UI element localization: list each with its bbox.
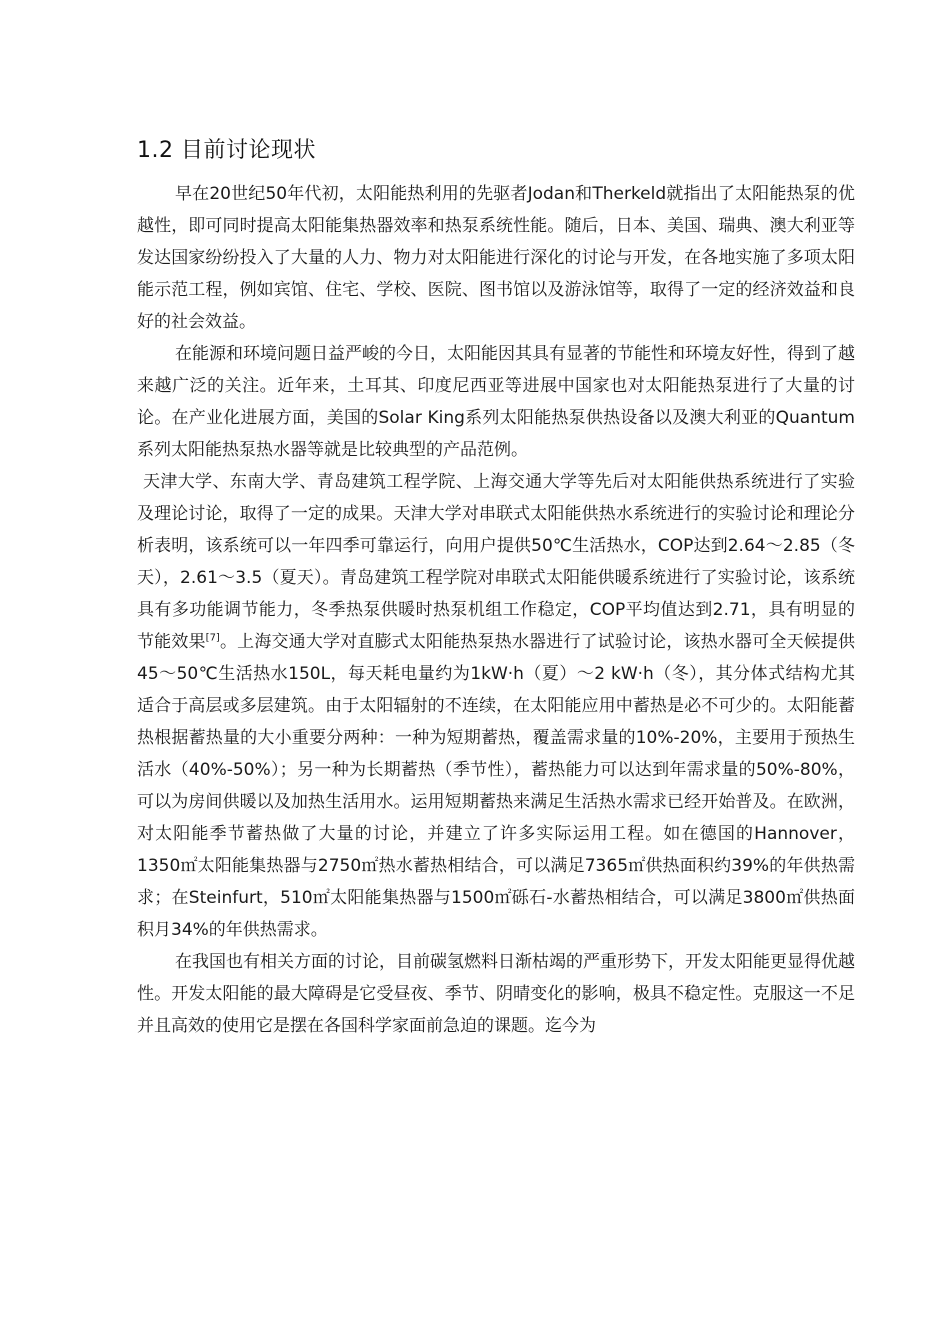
citation-reference: [7] [205,632,220,644]
body-text [137,178,855,1042]
paragraph-3-text-b: 。上海交通大学对直膨式太阳能热泵热水器进行了试验讨论，该热水器可全天候提供45～50℃生活热水150L，每天耗电量约为1kW·h（夏）～2 kW·h（冬），其分体式结构尤其适合于高层或多层建筑。由于太阳辐射的不连续，在太阳能应用中蓄热是必不可少的。太阳能蓄热根据蓄热量的大小重要分两种：一种为短期蓄热，覆盖需求量的10%-20%，主要用于预热生活水（40%-50%）；另一种为长期蓄热（季节性），蓄热能力可以达到年需求量的50%-80%，可以为房间供暖以及加热生活用水。运用短期蓄热来满足生活热水需求已经开始普及。在欧洲，对太阳能季节蓄热做了大量的讨论，并建立了许多实际运用工程。如在德国的Hannover，1350㎡太阳能集热器与2750㎡热水蓄热相结合，可以满足7365㎡供热面积约39%的年供热需求；在Steinfurt，510㎡太阳能集热器与1500㎡砾石-水蓄热相结合，可以满足3800㎡供热面积月34%的年供热需求。 [137,632,856,940]
paragraph-3-text-a: 天津大学、东南大学、青岛建筑工程学院、上海交通大学等先后对太阳能供热系统进行了实验及理论讨论，取得了一定的成果。天津大学对串联式太阳能供热水系统进行的实验讨论和理论分析表明，该系统可以一年四季可靠运行，向用户提供50℃生活热水，COP达到2.64～2.85（冬天），2.61～3.5（夏天）。青岛建筑工程学院对串联式太阳能供暖系统进行了实验讨论，该系统具有多功能调节能力，冬季热泵供暖时热泵机组工作稳定，COP平均值达到2.71，具有明显的节能效果 [137,472,855,652]
paragraph-1: 早在20世纪50年代初，太阳能热利用的先驱者Jodan和Therkeld就指出了太阳能热泵的优越性，即可同时提高太阳能集热器效率和热泵系统性能。随后，日本、美国、瑞典、澳大利亚等发达国家纷纷投入了大量的人力、物力对太阳能进行深化的讨论与开发，在各地实施了多项太阳能示范工程，例如宾馆、住宅、学校、医院、图书馆以及游泳馆等，取得了一定的经济效益和良好的社会效益。 [137,184,855,332]
section-heading: 1.2 目前讨论现状 [137,138,316,163]
paragraph-2: 在能源和环境问题日益严峻的今日，太阳能因其具有显著的节能性和环境友好性，得到了越来越广泛的关注。近年来，土耳其、印度尼西亚等进展中国家也对太阳能热泵进行了大量的讨论。在产业化进展方面，美国的Solar King系列太阳能热泵供热设备以及澳大利亚的Quantum系列太阳能热泵热水器等就是比较典型的产品范例。 [137,344,855,460]
paragraph-4: 在我国也有相关方面的讨论，目前碳氢燃料日渐枯竭的严重形势下，开发太阳能更显得优越性。开发太阳能的最大障碍是它受昼夜、季节、阴晴变化的影响，极具不稳定性。克服这一不足并且高效的使用它是摆在各国科学家面前急迫的课题。迄今为 [137,952,855,1036]
paragraph-3 [137,466,855,946]
